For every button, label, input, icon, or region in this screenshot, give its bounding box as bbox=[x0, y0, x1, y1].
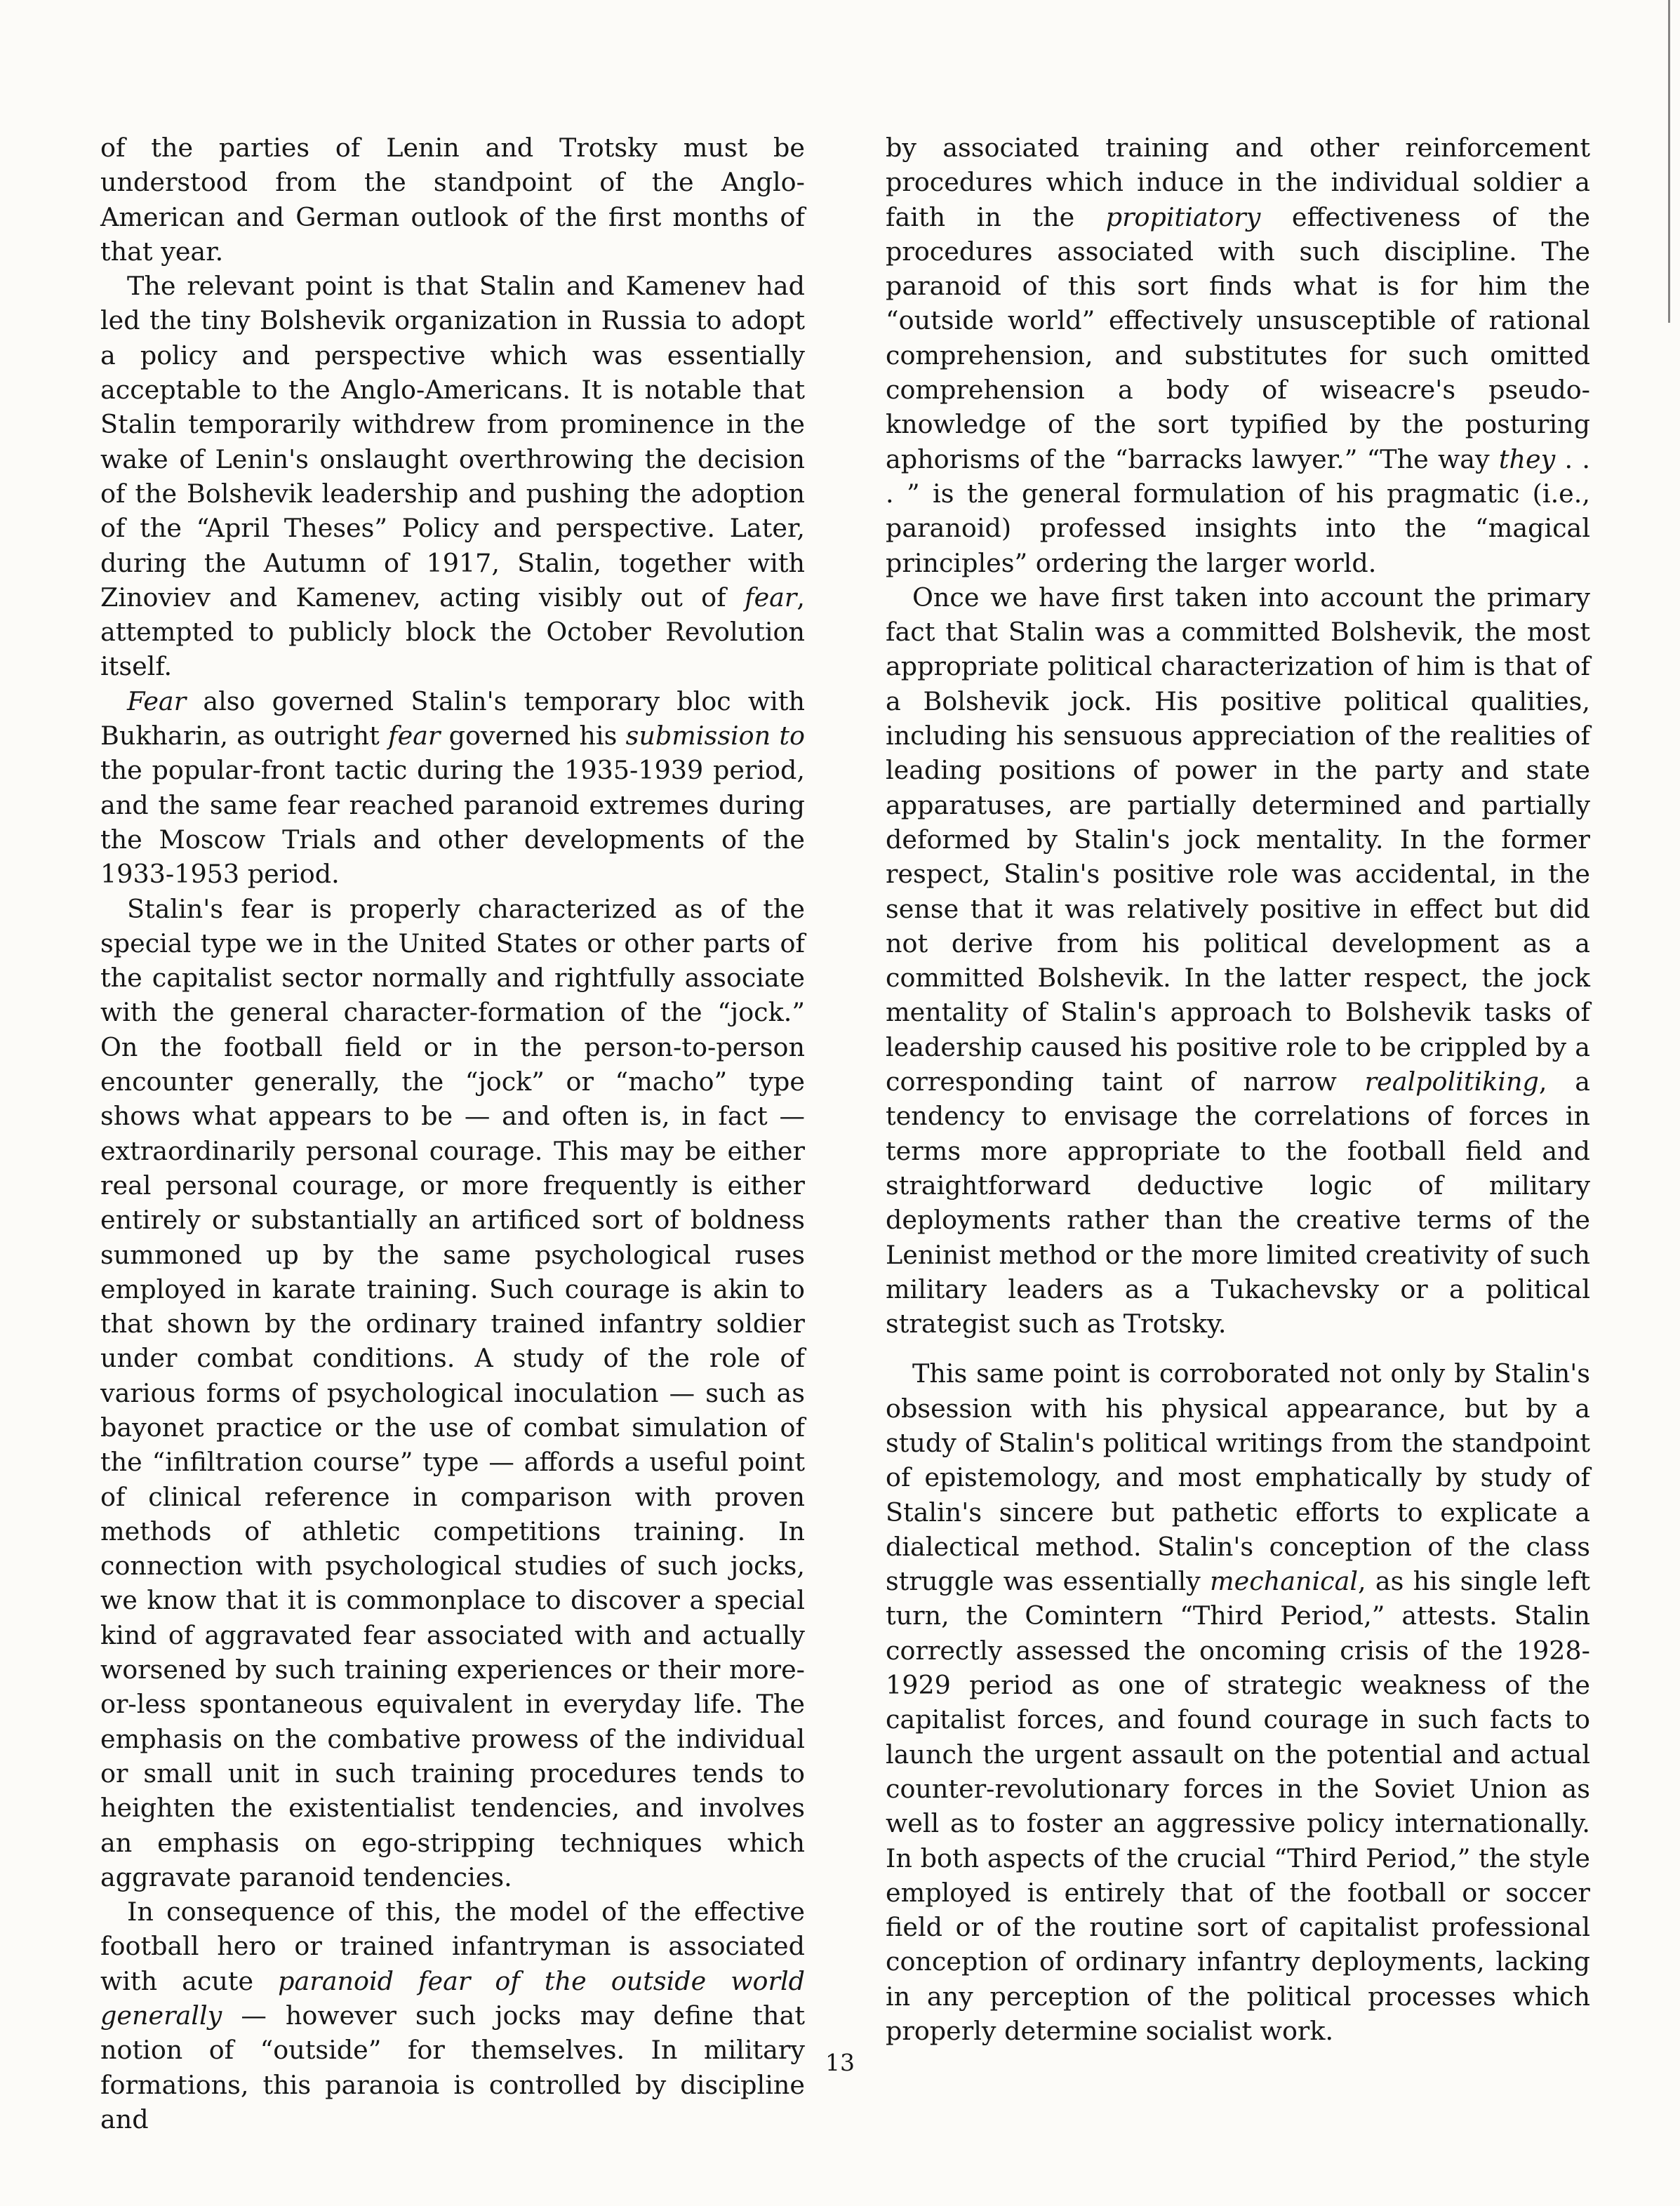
paragraph bbox=[886, 580, 1590, 1342]
paragraph-text: effectiveness of the procedures associated with such discipline. The paranoid of this sort finds what is for him the “outside world” effectively unsusceptible of rational comprehension, and substitutes for such omitted comprehension a body of wiseacre's pseudo-knowledge of the sort typified by the posturing aphorisms of the “barracks lawyer.” “The way bbox=[886, 201, 1590, 474]
paragraph bbox=[100, 269, 805, 684]
paragraph-text: In consequence of this, the model of the effective football hero or trained infantryman is associated with acute bbox=[100, 1897, 805, 1996]
paragraph-text: — however such jocks may define that notion of “outside” for themselves. In military formations, this paranoia is controlled by discipline and bbox=[100, 2000, 805, 2134]
paragraph-text: . . . ” is the general formulation of his pragmatic (i.e., paranoid) professed insights into the “magical principles” ordering the larger world. bbox=[886, 443, 1590, 578]
page-edge-line bbox=[1668, 0, 1680, 323]
paragraph-text: also governed Stalin's temporary bloc with Bukharin, as outright bbox=[100, 686, 805, 751]
paragraph bbox=[886, 131, 1590, 580]
italic-text: Fear bbox=[127, 686, 187, 716]
paragraph-text: Once we have first taken into account the primary fact that Stalin was a committed Bolshevik, the most appropriate political characterization of him is that of a Bolshevik jock. His positive political qualities, including his sensuous appreciation of the realities of leading positions of power in the party and state apparatuses, are partially determined and partially deformed by Stalin's jock mentality. In the former respect, Stalin's positive role was accidental, in the sense that it was relatively positive in effect but did not derive from his political development as a committed Bolshevik. In the latter respect, the jock mentality of Stalin's approach to Bolshevik tasks of leadership caused his positive role to be crippled by a corresponding taint of narrow bbox=[886, 582, 1590, 1097]
italic-text: paranoid fear of the outside world generally bbox=[100, 1965, 806, 2031]
paragraph-text: , attempted to publicly block the October Revolution itself. bbox=[100, 582, 805, 682]
paragraph-text: Stalin's fear is properly characterized as of the special type we in the United States or other parts of the capitalist sector normally and rightfully associate with the general character-formation of the “jock.” On the football field or in the person-to-person encounter generally, the “jock” or “macho” type shows what appears to be — and often is, in fact — extraordinarily personal courage. This may be either real personal courage, or more frequently is either entirely or substantially an artificed sort of boldness summoned up by the same psychological ruses employed in karate training. Such courage is akin to that shown by the ordinary trained infantry soldier under combat conditions. A study of the role of various forms of psychological inoculation — such as bayonet practice or the use of combat simulation of the “infiltration course” type — affords a useful point of clinical reference in comparison with proven methods of athletic competitions training. In connection with psychological studies of such jocks, we know that it is commonplace to discover a special kind of aggravated fear associated with and actually worsened by such training experiences or their more-or-less spontaneous equivalent in everyday life. The emphasis on the combative prowess of the individual or small unit in such training procedures tends to heighten the existentialist tendencies, and involves an emphasis on ego-stripping techniques which aggravate paranoid tendencies. bbox=[100, 893, 805, 1892]
paragraph bbox=[100, 892, 805, 1895]
italic-text: mechanical bbox=[1210, 1566, 1359, 1597]
paragraph-text: the popular-front tactic during the 1935-1939 period, and the same fear reached paranoid extremes during the Moscow Trials and other developments of the 1933-1953 period. bbox=[100, 755, 805, 890]
paragraph bbox=[886, 1356, 1590, 2048]
paragraph bbox=[100, 131, 805, 269]
paragraph-text: of the parties of Lenin and Trotsky must be understood from the standpoint of the Anglo-American and German outlook of the first months of that year. bbox=[100, 133, 805, 267]
paragraph-text: The relevant point is that Stalin and Kamenev had led the tiny Bolshevik organization in Russia to adopt a policy and perspective which was essentially acceptable to the Anglo-Americans. It is notable that Stalin temporarily withdrew from prominence in the wake of Lenin's onslaught overthrowing the decision of the Bolshevik leadership and pushing the adoption of the “April Theses” Policy and perspective. Later, during the Autumn of 1917, Stalin, together with Zinoviev and Kamenev, acting visibly out of bbox=[100, 271, 805, 613]
paragraph-text: by associated training and other reinforcement procedures which induce in the individual soldier a faith in the bbox=[886, 133, 1590, 232]
italic-text: realpolitiking bbox=[1364, 1067, 1539, 1097]
paragraph-text: governed his bbox=[440, 721, 626, 751]
paragraph-text: This same point is corroborated not only by Stalin's obsession with his physical appearance, but by a study of Stalin's political writings from the standpoint of epistemology, and most emphatically by study of Stalin's sincere but pathetic efforts to explicate a dialectical method. Stalin's conception of the class struggle was essentially bbox=[886, 1358, 1590, 1597]
page-number: 13 bbox=[825, 2049, 855, 2076]
italic-text: submission to bbox=[625, 721, 806, 751]
paragraph bbox=[100, 1894, 805, 2137]
italic-text: fear bbox=[745, 582, 797, 613]
paragraph-text: , as his single left turn, the Comintern “Third Period,” attests. Stalin correctly assessed the oncoming crisis of the 1928-1929 period as one of strategic weakness of the capitalist forces, and found courage in such facts to launch the urgent assault on the potential and actual counter-revolutionary forces in the Soviet Union as well as to foster an aggressive policy internationally. In both aspects of the crucial “Third Period,” the style employed is entirely that of the football or soccer field or of the routine sort of capitalist professional conception of ordinary infantry deployments, lacking in any perception of the political processes which properly determine socialist work. bbox=[886, 1566, 1590, 2047]
italic-text: they bbox=[1498, 443, 1556, 474]
left-text-column bbox=[100, 131, 805, 2137]
italic-text: propitiatory bbox=[1105, 201, 1261, 232]
paragraph bbox=[100, 684, 805, 892]
italic-text: fear bbox=[388, 721, 441, 751]
right-text-column bbox=[886, 131, 1590, 2048]
paragraph-text: , a tendency to envisage the correlations of forces in terms more appropriate to the football field and straightforward deductive logic of military deployments rather than the creative terms of the Leninist method or the more limited creativity of such military leaders as a Tukachevsky or a political strategist such as Trotsky. bbox=[886, 1067, 1590, 1339]
